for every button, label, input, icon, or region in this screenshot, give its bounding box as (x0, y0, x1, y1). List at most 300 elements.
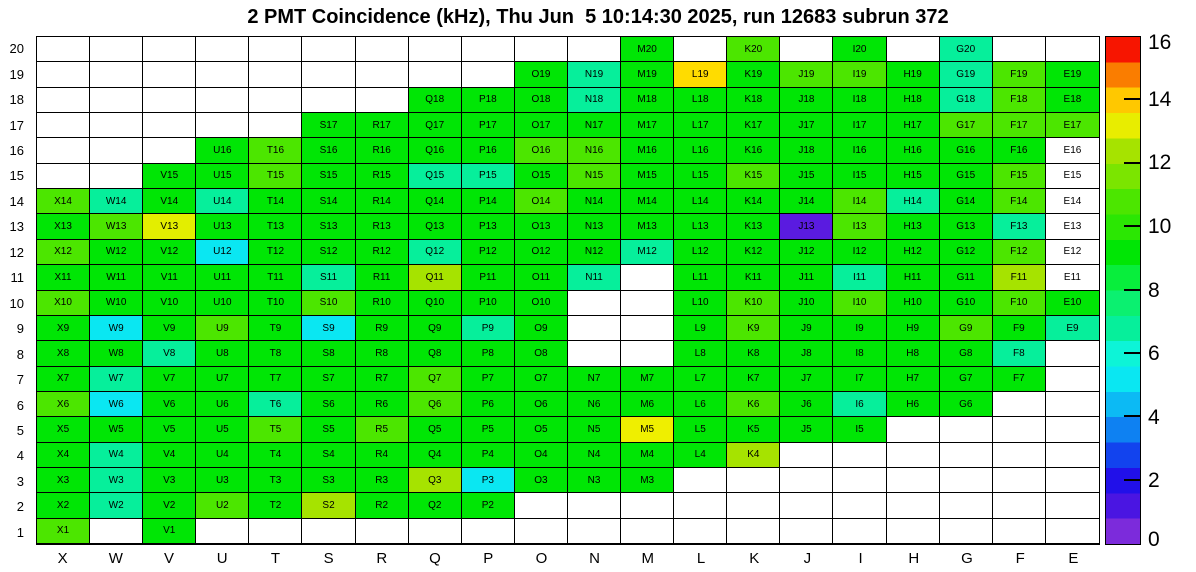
cell-W15 (90, 164, 143, 189)
cell-N14: N14 (568, 189, 621, 214)
cell-W19 (90, 62, 143, 87)
cell-V12: V12 (143, 240, 196, 265)
cell-Q3: Q3 (409, 468, 462, 493)
cell-X8: X8 (37, 341, 90, 366)
cell-M13: M13 (621, 214, 674, 239)
colorbar-tick-label: 10 (1148, 214, 1172, 238)
cell-W14: W14 (90, 189, 143, 214)
cell-P18: P18 (462, 88, 515, 113)
cell-P19 (462, 62, 515, 87)
x-tick-label: F (1015, 549, 1025, 567)
cell-R19 (356, 62, 409, 87)
y-tick-label: 11 (10, 270, 24, 286)
cell-P17: P17 (462, 113, 515, 138)
cell-J1 (780, 519, 833, 544)
cell-X16 (37, 138, 90, 163)
cell-M16: M16 (621, 138, 674, 163)
cell-N15: N15 (568, 164, 621, 189)
cell-P7: P7 (462, 367, 515, 392)
cell-L20 (674, 37, 727, 62)
cell-W8: W8 (90, 341, 143, 366)
cell-H2 (887, 493, 940, 518)
cell-M18: M18 (621, 88, 674, 113)
cell-I13: I13 (833, 214, 886, 239)
cell-K1 (727, 519, 780, 544)
cell-K3 (727, 468, 780, 493)
cell-R9: R9 (356, 316, 409, 341)
heatmap-grid (36, 36, 1100, 545)
cell-G15: G15 (940, 164, 993, 189)
cell-W12: W12 (90, 240, 143, 265)
y-tick-label: 19 (9, 66, 24, 82)
cell-Q2: Q2 (409, 493, 462, 518)
cell-V7: V7 (143, 367, 196, 392)
cell-K20: K20 (727, 37, 780, 62)
cell-H14: H14 (887, 189, 940, 214)
cell-R4: R4 (356, 443, 409, 468)
cell-T10: T10 (249, 291, 302, 316)
cell-F14: F14 (993, 189, 1046, 214)
cell-X2: X2 (37, 493, 90, 518)
cell-F6 (993, 392, 1046, 417)
y-tick-label: 2 (16, 499, 24, 515)
cell-F7: F7 (993, 367, 1046, 392)
y-tick-label: 4 (16, 448, 24, 464)
cell-Q15: Q15 (409, 164, 462, 189)
cell-S5: S5 (302, 417, 355, 442)
cell-G14: G14 (940, 189, 993, 214)
colorbar-tick-label: 6 (1148, 342, 1160, 366)
colorbar-tick-label: 2 (1148, 469, 1160, 493)
cell-Q5: Q5 (409, 417, 462, 442)
cell-P4: P4 (462, 443, 515, 468)
cell-E11: E11 (1046, 265, 1099, 290)
cell-K19: K19 (727, 62, 780, 87)
cell-S9: S9 (302, 316, 355, 341)
x-tick-label: T (270, 549, 280, 567)
cell-H7: H7 (887, 367, 940, 392)
cell-L16: L16 (674, 138, 727, 163)
cell-S17: S17 (302, 113, 355, 138)
cell-Q12: Q12 (409, 240, 462, 265)
cell-N12: N12 (568, 240, 621, 265)
x-tick-label: V (163, 549, 174, 567)
cell-J14: J14 (780, 189, 833, 214)
cell-J17: J17 (780, 113, 833, 138)
cell-O19: O19 (515, 62, 568, 87)
cell-L3 (674, 468, 727, 493)
cell-F10: F10 (993, 291, 1046, 316)
cell-W1 (90, 519, 143, 544)
cell-X12: X12 (37, 240, 90, 265)
cell-W2: W2 (90, 493, 143, 518)
cell-W5: W5 (90, 417, 143, 442)
cell-T1 (249, 519, 302, 544)
cell-U12: U12 (196, 240, 249, 265)
cell-I15: I15 (833, 164, 886, 189)
cell-H17: H17 (887, 113, 940, 138)
cell-J5: J5 (780, 417, 833, 442)
cell-S14: S14 (302, 189, 355, 214)
cell-X9: X9 (37, 316, 90, 341)
x-tick-label: I (858, 549, 863, 567)
cell-N4: N4 (568, 443, 621, 468)
cell-O9: O9 (515, 316, 568, 341)
cell-X1: X1 (37, 519, 90, 544)
colorbar-tick-label: 0 (1148, 528, 1160, 551)
cell-U17 (196, 113, 249, 138)
cell-H11: H11 (887, 265, 940, 290)
cell-V20 (143, 37, 196, 62)
cell-G12: G12 (940, 240, 993, 265)
cell-Q6: Q6 (409, 392, 462, 417)
cell-V8: V8 (143, 341, 196, 366)
cell-W6: W6 (90, 392, 143, 417)
cell-O3: O3 (515, 468, 568, 493)
cell-R13: R13 (356, 214, 409, 239)
cell-O18: O18 (515, 88, 568, 113)
cell-U18 (196, 88, 249, 113)
cell-R11: R11 (356, 265, 409, 290)
cell-M20: M20 (621, 37, 674, 62)
cell-W17 (90, 113, 143, 138)
cell-S19 (302, 62, 355, 87)
cell-W3: W3 (90, 468, 143, 493)
cell-M2 (621, 493, 674, 518)
cell-T11: T11 (249, 265, 302, 290)
cell-W11: W11 (90, 265, 143, 290)
cell-M15: M15 (621, 164, 674, 189)
cell-O16: O16 (515, 138, 568, 163)
cell-E9: E9 (1046, 316, 1099, 341)
cell-J7: J7 (780, 367, 833, 392)
cell-E7 (1046, 367, 1099, 392)
colorbar-tick-label: 8 (1148, 278, 1160, 302)
cell-V15: V15 (143, 164, 196, 189)
cell-X20 (37, 37, 90, 62)
cell-J4 (780, 443, 833, 468)
cell-K12: K12 (727, 240, 780, 265)
y-tick-label: 10 (9, 295, 24, 311)
colorbar-tick (1124, 479, 1140, 481)
cell-V9: V9 (143, 316, 196, 341)
x-tick-label: O (535, 549, 548, 567)
cell-I11: I11 (833, 265, 886, 290)
cell-J10: J10 (780, 291, 833, 316)
cell-X19 (37, 62, 90, 87)
cell-I6: I6 (833, 392, 886, 417)
cell-S16: S16 (302, 138, 355, 163)
cell-J18: J18 (780, 88, 833, 113)
cell-M6: M6 (621, 392, 674, 417)
cell-E14: E14 (1046, 189, 1099, 214)
cell-H16: H16 (887, 138, 940, 163)
cell-K14: K14 (727, 189, 780, 214)
x-tick-label: H (908, 549, 920, 567)
cell-P12: P12 (462, 240, 515, 265)
cell-M5: M5 (621, 417, 674, 442)
cell-U1 (196, 519, 249, 544)
cell-V18 (143, 88, 196, 113)
cell-O20 (515, 37, 568, 62)
chart-title: 2 PMT Coincidence (kHz), Thu Jun 5 10:14:30 2025, run 12683 subrun 372 (247, 6, 949, 28)
cell-S3: S3 (302, 468, 355, 493)
cell-T16: T16 (249, 138, 302, 163)
cell-J3 (780, 468, 833, 493)
cell-I9: I9 (833, 316, 886, 341)
cell-V11: V11 (143, 265, 196, 290)
cell-H20 (887, 37, 940, 62)
cell-H19: H19 (887, 62, 940, 87)
cell-E4 (1046, 443, 1099, 468)
cell-F13: F13 (993, 214, 1046, 239)
y-tick-label: 5 (16, 422, 24, 438)
cell-N2 (568, 493, 621, 518)
cell-N16: N16 (568, 138, 621, 163)
cell-Q17: Q17 (409, 113, 462, 138)
cell-T20 (249, 37, 302, 62)
cell-G8: G8 (940, 341, 993, 366)
cell-G18: G18 (940, 88, 993, 113)
x-tick-label: S (323, 549, 334, 567)
cell-F9: F9 (993, 316, 1046, 341)
cell-O2 (515, 493, 568, 518)
cell-F11: F11 (993, 265, 1046, 290)
cell-K16: K16 (727, 138, 780, 163)
cell-P16: P16 (462, 138, 515, 163)
cell-G2 (940, 493, 993, 518)
cell-H18: H18 (887, 88, 940, 113)
cell-J11: J11 (780, 265, 833, 290)
cell-K9: K9 (727, 316, 780, 341)
cell-M1 (621, 519, 674, 544)
cell-H9: H9 (887, 316, 940, 341)
cell-K4: K4 (727, 443, 780, 468)
cell-N18: N18 (568, 88, 621, 113)
cell-I14: I14 (833, 189, 886, 214)
cell-K13: K13 (727, 214, 780, 239)
cell-O12: O12 (515, 240, 568, 265)
cell-T9: T9 (249, 316, 302, 341)
cell-U7: U7 (196, 367, 249, 392)
cell-T15: T15 (249, 164, 302, 189)
cell-S2: S2 (302, 493, 355, 518)
cell-K17: K17 (727, 113, 780, 138)
cell-L6: L6 (674, 392, 727, 417)
cell-Q8: Q8 (409, 341, 462, 366)
cell-H10: H10 (887, 291, 940, 316)
cell-W20 (90, 37, 143, 62)
y-tick-label: 14 (9, 193, 24, 209)
cell-T8: T8 (249, 341, 302, 366)
cell-G13: G13 (940, 214, 993, 239)
cell-N19: N19 (568, 62, 621, 87)
cell-F15: F15 (993, 164, 1046, 189)
cell-S10: S10 (302, 291, 355, 316)
cell-L14: L14 (674, 189, 727, 214)
cell-N13: N13 (568, 214, 621, 239)
cell-E16: E16 (1046, 138, 1099, 163)
cell-J2 (780, 493, 833, 518)
cell-M14: M14 (621, 189, 674, 214)
cell-R12: R12 (356, 240, 409, 265)
cell-H1 (887, 519, 940, 544)
cell-M12: M12 (621, 240, 674, 265)
cell-P2: P2 (462, 493, 515, 518)
cell-L8: L8 (674, 341, 727, 366)
cell-N8 (568, 341, 621, 366)
cell-J13: J13 (780, 214, 833, 239)
cell-G1 (940, 519, 993, 544)
cell-L7: L7 (674, 367, 727, 392)
cell-K5: K5 (727, 417, 780, 442)
x-axis-labels (36, 548, 1100, 568)
cell-I10: I10 (833, 291, 886, 316)
x-tick-label: N (589, 549, 601, 567)
cell-G10: G10 (940, 291, 993, 316)
cell-P11: P11 (462, 265, 515, 290)
cell-S11: S11 (302, 265, 355, 290)
cell-O1 (515, 519, 568, 544)
cell-K11: K11 (727, 265, 780, 290)
cell-R17: R17 (356, 113, 409, 138)
cell-K8: K8 (727, 341, 780, 366)
cell-N3: N3 (568, 468, 621, 493)
cell-Q14: Q14 (409, 189, 462, 214)
cell-M19: M19 (621, 62, 674, 87)
colorbar-tick-label: 4 (1148, 405, 1160, 429)
x-tick-label: E (1068, 549, 1079, 567)
cell-T3: T3 (249, 468, 302, 493)
cell-U15: U15 (196, 164, 249, 189)
x-tick-label: G (961, 549, 973, 567)
cell-E12: E12 (1046, 240, 1099, 265)
cell-E8 (1046, 341, 1099, 366)
cell-N17: N17 (568, 113, 621, 138)
cell-H4 (887, 443, 940, 468)
cell-G19: G19 (940, 62, 993, 87)
cell-M11 (621, 265, 674, 290)
cell-X6: X6 (37, 392, 90, 417)
cell-V19 (143, 62, 196, 87)
cell-M17: M17 (621, 113, 674, 138)
x-tick-label: M (641, 549, 655, 567)
cell-R6: R6 (356, 392, 409, 417)
cell-X13: X13 (37, 214, 90, 239)
cell-P20 (462, 37, 515, 62)
cell-R14: R14 (356, 189, 409, 214)
y-tick-label: 12 (9, 244, 24, 260)
cell-F18: F18 (993, 88, 1046, 113)
cell-O10: O10 (515, 291, 568, 316)
cell-V14: V14 (143, 189, 196, 214)
cell-E13: E13 (1046, 214, 1099, 239)
cell-V3: V3 (143, 468, 196, 493)
cell-H12: H12 (887, 240, 940, 265)
cell-Q1 (409, 519, 462, 544)
cell-V17 (143, 113, 196, 138)
cell-X5: X5 (37, 417, 90, 442)
cell-E10: E10 (1046, 291, 1099, 316)
cell-F2 (993, 493, 1046, 518)
cell-K7: K7 (727, 367, 780, 392)
cell-M8 (621, 341, 674, 366)
cell-N6: N6 (568, 392, 621, 417)
cell-Q13: Q13 (409, 214, 462, 239)
cell-X10: X10 (37, 291, 90, 316)
cell-R20 (356, 37, 409, 62)
cell-K10: K10 (727, 291, 780, 316)
cell-J9: J9 (780, 316, 833, 341)
cell-I8: I8 (833, 341, 886, 366)
cell-V10: V10 (143, 291, 196, 316)
y-tick-label: 17 (9, 117, 24, 133)
cell-O13: O13 (515, 214, 568, 239)
cell-H8: H8 (887, 341, 940, 366)
cell-E6 (1046, 392, 1099, 417)
cell-O8: O8 (515, 341, 568, 366)
x-tick-label: R (376, 549, 388, 567)
cell-T2: T2 (249, 493, 302, 518)
cell-R3: R3 (356, 468, 409, 493)
cell-Q7: Q7 (409, 367, 462, 392)
cell-S6: S6 (302, 392, 355, 417)
cell-U5: U5 (196, 417, 249, 442)
y-tick-label: 16 (9, 143, 24, 159)
colorbar-tick (1124, 289, 1140, 291)
cell-G4 (940, 443, 993, 468)
cell-V16 (143, 138, 196, 163)
cell-V4: V4 (143, 443, 196, 468)
cell-U19 (196, 62, 249, 87)
cell-J8: J8 (780, 341, 833, 366)
colorbar-tick (1124, 162, 1140, 164)
cell-R10: R10 (356, 291, 409, 316)
cell-F19: F19 (993, 62, 1046, 87)
cell-N10 (568, 291, 621, 316)
cell-V13: V13 (143, 214, 196, 239)
cell-F1 (993, 519, 1046, 544)
colorbar-tick-label: 16 (1148, 31, 1172, 54)
cell-U6: U6 (196, 392, 249, 417)
cell-I17: I17 (833, 113, 886, 138)
colorbar-tick-label: 12 (1148, 151, 1172, 175)
cell-S18 (302, 88, 355, 113)
cell-L19: L19 (674, 62, 727, 87)
cell-G7: G7 (940, 367, 993, 392)
cell-U16: U16 (196, 138, 249, 163)
y-tick-label: 7 (16, 372, 24, 388)
cell-E18: E18 (1046, 88, 1099, 113)
cell-T13: T13 (249, 214, 302, 239)
y-tick-label: 13 (9, 219, 24, 235)
cell-P3: P3 (462, 468, 515, 493)
cell-X18 (37, 88, 90, 113)
cell-F8: F8 (993, 341, 1046, 366)
cell-F3 (993, 468, 1046, 493)
cell-M9 (621, 316, 674, 341)
cell-X3: X3 (37, 468, 90, 493)
cell-P9: P9 (462, 316, 515, 341)
cell-S12: S12 (302, 240, 355, 265)
colorbar-tick (1124, 415, 1140, 417)
cell-P14: P14 (462, 189, 515, 214)
cell-P15: P15 (462, 164, 515, 189)
cell-K18: K18 (727, 88, 780, 113)
y-tick-label: 18 (9, 92, 24, 108)
x-tick-label: W (108, 549, 123, 567)
cell-H6: H6 (887, 392, 940, 417)
